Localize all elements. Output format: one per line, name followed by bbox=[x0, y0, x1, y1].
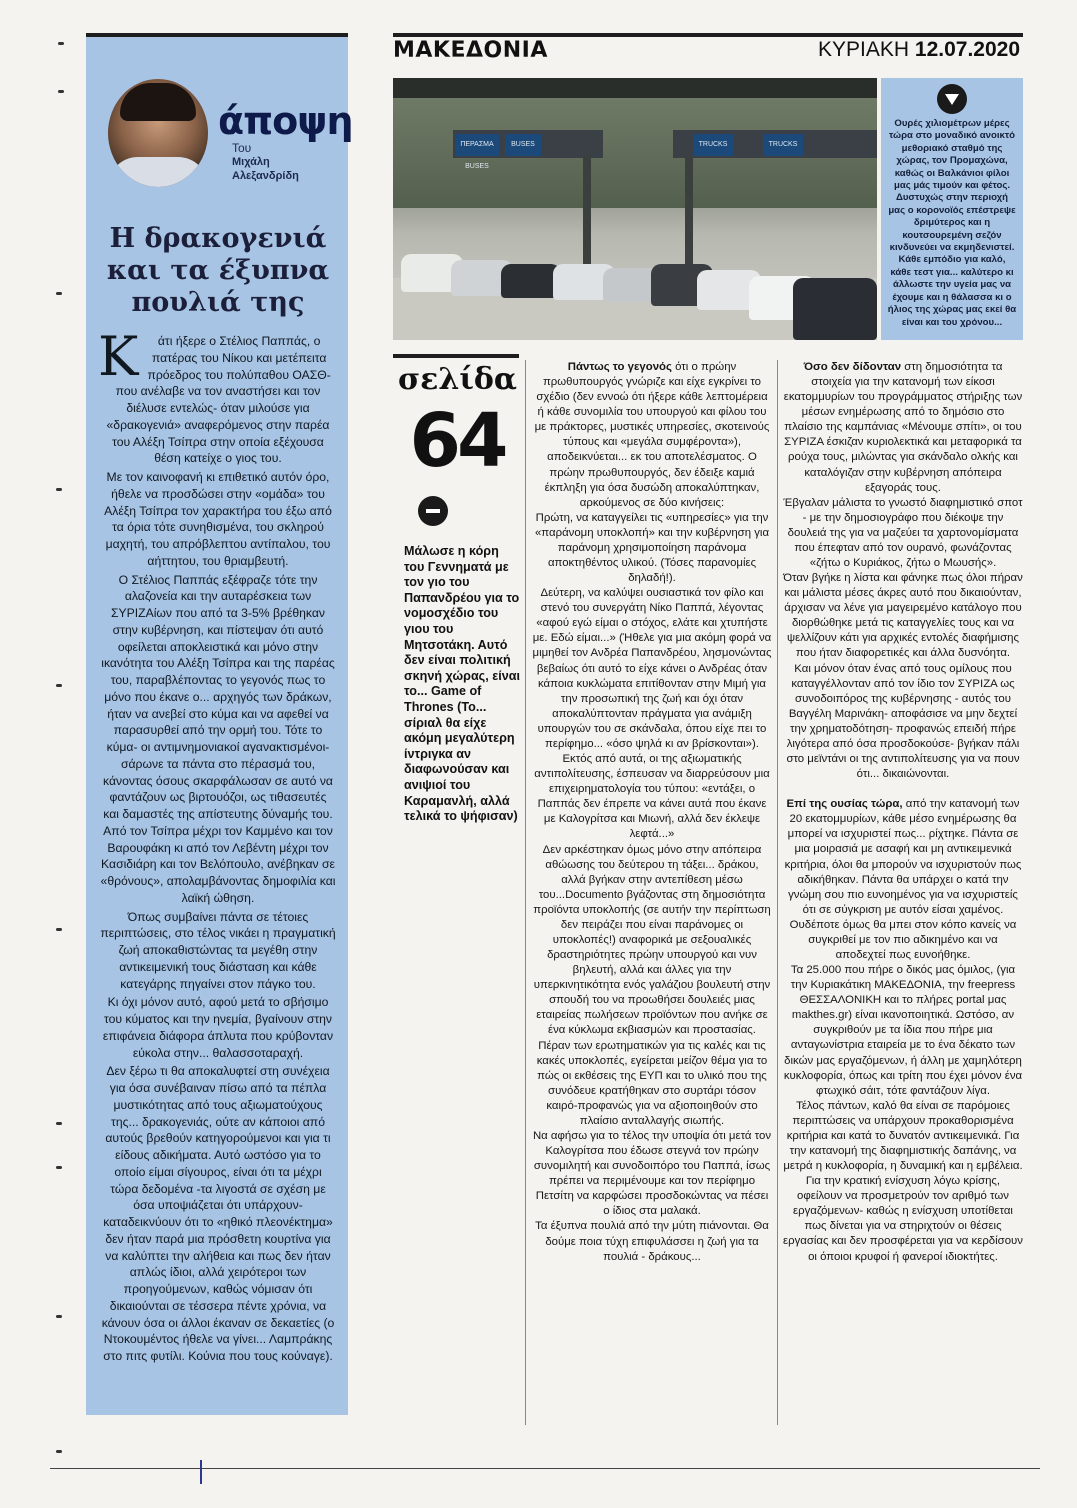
brand-name: ΜΑΚΕΔΟΝΙΑ bbox=[393, 38, 548, 63]
drop-cap: Κ bbox=[98, 325, 139, 388]
article-paragraph bbox=[783, 360, 1023, 496]
paragraph-text: άτι ήξερε ο Στέλιος Παππάς, ο πατέρας του Νίκου και μετέπειτα πρόεδρος του πολύπαθου ΟΑΣΘ- που ανέλαβε να τον αναστήσει και τον διέλυσε εντελώς- όταν μιλούσε για «δρακογενιά» αναφερόμενος στην παρέα του Αλέξη Τσίπρα στην οποία εξέχουσα θέση κατείχε ο γιος του. bbox=[106, 334, 331, 466]
article-column-b bbox=[783, 360, 1023, 1265]
scan-mark bbox=[56, 488, 62, 491]
article-paragraph: Πέραν των ερωτηματικών για τις καλές και τις κακές υποκλοπές, εγείρεται μείζον θέμα για το πώς οι εκθέσεις της ΕΥΠ και το υλικό που της συνόδευε κρατήθηκαν στο συρτάρι τόσον καιρό-προφανώς για να αξιοποιηθούν στο πλαίσιο ανταλλαγής σιωπής. bbox=[536, 1039, 768, 1127]
paragraph-lead: Πάντως το γεγονός bbox=[567, 361, 672, 373]
column-divider bbox=[525, 360, 526, 1425]
opinion-paragraph: Δεν ξέρω τι θα αποκαλυφτεί στη συνέχεια για όσα συνέβαιναν πίσω από τα πέπλα μυστικότητας από τους αξιωματούχους της... δρακογενιάς, ούτε αν κάποιοι από αυτούς βρεθούν κατηγορούμενοι και για τι είδους αδικήματα. Αυτό ωστόσο για το οποίο είμαι σίγουρος, είναι ότι τα μέχρι τώρα δεδομένα -τα λιγοστά σε σχέση με όσα υποψιάζεται ότι υπάρχουν- καταδεικνύουν ότι το «ηθικό πλεονέκτημα» δεν ήταν παρά μια πρόσθετη κουρτίνα για να καλύπτει την αλήθεια και πως δεν ήταν απλώς ίδιοι, αλλά χειρότεροι των προηγούμενων, καθώς νόμισαν ότι δικαιούνται σε τέσσερα πέντε χρόνια, να κάνουν όσα οι άλλοι έκαναν σε δεκαετίες (ο Ντοκουμέντος ήθελε να γίνει... Λαμπράκης στο πιτς φυτίλι. Κούνια που τους κούναγε). bbox=[101, 1064, 335, 1363]
scan-mark bbox=[56, 1450, 62, 1453]
scan-mark bbox=[56, 684, 62, 687]
article-paragraph: Έβγαλαν μάλιστα το γνωστό διαφημιστικό σποτ - με την δημοσιογράφο που διέκοψε την δουλειά της για να μαζεύει τα χαρτονομίσματα που έπεφταν από τον ουρανό, φωνάζοντας «ζήτω ο Κυριάκος, ζήτω ο Μωυσής». bbox=[783, 496, 1023, 570]
photo-car bbox=[501, 264, 561, 298]
scan-mark bbox=[58, 42, 64, 45]
dateline bbox=[818, 38, 1020, 62]
article-paragraph: Τα έξυπνα πουλιά από την μύτη πιάνονται. Θα δούμε ποια τύχη επιφυλάσσει η ζωή για τα πουλιά - δράκους... bbox=[535, 1220, 769, 1263]
photo-sign: TRUCKS bbox=[763, 134, 803, 156]
article-paragraph bbox=[532, 360, 772, 511]
title-line: Η δρακογενιά bbox=[109, 223, 327, 254]
article-paragraph: Εκτός από αυτά, οι της αξιωματικής αντιπολίτευσης, έσπευσαν να διαρρεύσουν μια επιχειρηματολογία του τύπου: «εντάξει, ο Παππάς δεν έπρεπε να κάνει αυτά που έκανε με Καλογρίτσα και Μιωνή, αλλά δεν έκλεψε λεφτά...» bbox=[534, 753, 770, 841]
scan-mark bbox=[56, 1122, 62, 1125]
author-name: Μιχάλη Αλεξανδρίδη bbox=[232, 156, 299, 182]
photo-car bbox=[793, 278, 877, 340]
scan-mark bbox=[56, 1166, 62, 1169]
opinion-body bbox=[98, 325, 336, 1365]
article-paragraph: Και μόνον όταν ένας από τους ομίλους που καταγγέλλονταν από τον ίδιο τον ΣΥΡΙΖΑ ως συνοδοιπόρος της κυβέρνησης - αυτός του Βαγγέλη Μαρινάκη- αποφάσισε να μην δεχτεί την χρηματοδότηση- προφανώς επειδή πήρε λιγότερα από όσα προσδοκούσε- βγήκαν πάλι στο μεϊντάνι οι της αντιπολίτευσης για να πουν ότι... δικαιώνονται. bbox=[786, 662, 1020, 781]
opinion-paragraph: Ο Στέλιος Παππάς εξέφραζε τότε την αλαζονεία και την αυταρέσκεια των ΣΥΡΙΖΑίων που από τα 3-5% βρέθηκαν στην κυβέρνηση, και πίστεψαν ότι αυτό οφείλεται αποκλειστικά και μόνο στην ικανότητα του Αλέξη Τσίπρα και της παρέας του, παραβλέποντας το γεγονός πως το μόνο που έκανε ο... αρχηγός των δράκων, ήταν να ανεβεί στο κύμα και να αφεθεί να παρασυρθεί από την ορμή του. Τότε το κύμα- οι αντιμνημονιακοί αγανακτισμένοι- σάρωνε τα πάντα στο πέρασμά του, κάνοντας όσους σκαρφάλωσαν σε αυτό να φαντάζουν ως βιρτουόζοι, ως τιθασευτές και δαμαστές της απίστευτης δύναμής του. Από τον Τσίπρα μέχρι τον Καμμένο και τον Βαρουφάκη κι από τον Λεβέντη μέχρι τον Κασιδιάρη και τον Βελόπουλο, ανέβηκαν σε «θρόνους», απολαμβάνοντας δημοφιλία και λαϊκή ώθηση. bbox=[100, 572, 336, 905]
masthead-rule bbox=[393, 33, 1023, 37]
chevron-down-icon bbox=[937, 84, 967, 114]
byline-prefix: Του bbox=[232, 141, 252, 155]
article-column-a bbox=[532, 360, 772, 1265]
column-divider bbox=[777, 360, 778, 1425]
author-shirt bbox=[108, 157, 208, 187]
byline bbox=[232, 141, 336, 183]
title-line: πουλιά της bbox=[131, 287, 305, 318]
opinion-column bbox=[86, 33, 353, 1415]
page-label: σελίδα bbox=[398, 362, 518, 397]
day-label: ΚΥΡΙΑΚΗ bbox=[818, 38, 910, 61]
article-paragraph: Τέλος πάντων, καλό θα είναι σε παρόμοιες περιπτώσεις να υπάρχουν προκαθορισμένα κριτήρια και κατά το δυνατόν αντικειμενικά. Για την κατανομή της διαφημιστικής δαπάνης, να μετρά η κυκλοφορία, η δυναμική και η εμβέλεια. Για την κρατική ενίσχυση λόγω κρίσης, οφείλουν να προσμετρούν τον αριθμό των εργαζόμενων- καθώς η ενίσχυση υποτίθεται πως δίνεται για να στηριχτούν οι θέσεις εργασίας και δεν προσφέρεται για να κερδίσουν οι όποιοι κρυφοί ή φανεροί ιδιοκτήτες. bbox=[783, 1099, 1023, 1263]
scan-mark bbox=[58, 90, 64, 93]
paragraph-text: ότι ο πρώην πρωθυπουργός γνώριζε και είχε εγκρίνει το σχέδιο (δεν εννοώ ότι ήξερε κάθε λεπτομέρεια ή κάθε συνομιλία του υπουργού και φίλου του με πράκτορες, μυστικές υπηρεσίες, σκοτεινούς τύπους και «μεγάλα συμφέροντα»), αποδεικνύεται... εκ του αποτελέσματος. Ο πρώην πρωθυπουργός, δεν έδειξε καμιά έκπληξη για όσα δυσώδη αποκαλύπτηκαν, αρκούμενος σε δύο κινήσεις: bbox=[534, 361, 770, 509]
article-paragraph: Δεύτερη, να καλύψει ουσιαστικά τον φίλο και στενό του συνεργάτη Νίκο Παππά, λέγοντας «αφού εγώ είμαι ο στόχος, ελάτε και χτυπήστε με. Εδώ είμαι...» (Ήθελε για μια ακόμη φορά να μιμηθεί τον Ανδρέα Παπανδρέου, λησμονώντας βεβαίως ότι αυτό το είχε κάνει ο Ανδρέας όταν κάποια κυκλώματα επιτίθονταν στην Μιμή για την προσωπική της ζωή και όχι όταν αποκαλύπτονταν πράγματα για ανάμιξη υπουργών του σε σκάνδαλα, όπου είχε πει το περίφημο... «όσο ψηλά κι αν βρίσκονται»). bbox=[532, 587, 772, 750]
paragraph-text: από την κατανομή των 20 εκατομμυρίων, κάθε μέσο ενημέρωσης θα μπορεί να ισχυριστεί πως... ρίχτηκε. Πάντα σε μια μοιρασιά με ασαφή και μη αντικειμενικά κριτήρια, όλοι θα μπορούν να ισχυριστούν πως αδικήθηκαν. Πάντα θα υπάρχει ο κατά την γνώμη σου πιο ευνοημένος για να ισχυριστείς ότι σε σύγκριση με αυτόν είσαι χαμένος. Ουδέποτε όμως θα μπει στον κόπο κανείς να συγκριθεί με τον πιο αδικημένο και να αποδεχτεί πως ευνοήθηκε. bbox=[784, 798, 1022, 961]
article-paragraph: Πρώτη, να καταγγείλει τις «υπηρεσίες» για την «παράνομη υποκλοπή» και την κυβέρνηση για παράνομη χρησιμοποίηση παράνομα αποκτηθέντος υλικού. (Τόσες παρανομίες δηλαδή!). bbox=[534, 511, 770, 585]
scan-mark bbox=[56, 292, 62, 295]
opinion-label: άποψη bbox=[218, 99, 353, 143]
photo-sign: BUSES bbox=[505, 134, 541, 156]
scan-mark bbox=[56, 928, 62, 931]
date-label: 12.07.2020 bbox=[914, 38, 1020, 61]
page-number: 64 bbox=[409, 398, 505, 484]
paragraph-lead: Επί της ουσίας τώρα, bbox=[786, 798, 903, 811]
photo-sign: TRUCKS bbox=[693, 134, 733, 156]
opinion-paragraph bbox=[98, 325, 336, 467]
opinion-header bbox=[100, 37, 353, 205]
scan-mark bbox=[56, 1315, 62, 1318]
article-paragraph: Δεν αρκέστηκαν όμως μόνο στην απόπειρα αθώωσης του δεύτερου τη τάξει... δράκου, αλλά βγήκαν στην αντεπίθεση μέσω του...Documento βγάζοντας στη δημοσιότητα προϊόντα υποκλοπής (σε αυτήν την περίπτωση δεν πειράζει που είναι παράνομες οι υποκλοπές!) αναφορικά με σεξουαλικές δραστηριότητες πρώην υπουργού και νυν βηλευτή, αλλά και άλλες για την υπερκινητικότητα ενός γαλάζιου βουλευτή στην σπουδή του να προωθήσει δουλειές μιας εταιρείας πωλήσεων προϊόντων που ανήκε σε ένα κύκλωμα εκβιασμών και προστασίας. bbox=[533, 843, 771, 1037]
article-paragraph bbox=[783, 797, 1023, 963]
opinion-title bbox=[100, 223, 336, 319]
caption-text: Ουρές χιλιομέτρων μέρες τώρα στο μοναδικό ανοικτό μεθοριακό σταθμό της χώρας, τον Προμαχώνα, καθώς οι Βαλκάνιοι φίλοι μας μάς τιμούν και φέτος. Δυστυχώς στην περιοχή μας ο κορονοϊός επέστρεψε δριμύτερος και η κουτσουρεμένη σεζόν κινδυνεύει να εκμηδενιστεί. Κάθε εμπόδιο για καλό, κάθε τεστ για... καλύτερο κι άλλωστε την υγεία μας να έχουμε και η θάλασσα κι ο ήλιος της χώρας μας εκεί θα είναι και του χρόνου... bbox=[887, 118, 1017, 328]
article-paragraph: Όταν βγήκε η λίστα και φάνηκε πως όλοι πήραν και μάλιστα μέσες άκρες αυτό που δικαιούνταν, άρχισαν να λένε για μαγειρεμένο κατάλογο που διορθώθηκε μετά τις καταγγελίες τους και να ψελλίζουν κάτι για αρχικές εντολές διαφήμισης που ήταν διαφορετικές και άλλα δυσνόητα. bbox=[783, 572, 1023, 660]
minus-icon bbox=[418, 496, 448, 526]
border-crossing-photo bbox=[393, 78, 877, 340]
paragraph-lead: Όσο δεν δίδονταν bbox=[803, 361, 902, 373]
author-hair bbox=[120, 83, 196, 121]
article-paragraph: Να αφήσω για το τέλος την υποψία ότι μετά τον Καλογρίτσα που έδωσε στεγνά τον πρώην συνομιλητή και συνοδοιπόρο του Παππά, ίσως πρέπει να περιμένουμε και τον περίφημο Πετσίτη να καρφώσει προσδοκώντας να πέσει ο ίδιος στα μαλακά. bbox=[532, 1129, 772, 1218]
opinion-paragraph: Με τον καινοφανή κι επιθετικό αυτόν όρο, ήθελε να προσδώσει στην «ομάδα» του Αλέξη Τσίπρα τον χαρακτήρα του έξω από τα όρια τότε συνηθισμένα, του σκληρού μαχητή, του απρόβλεπτου αντίπαλου, του αήττητου, του θριαμβευτή. bbox=[104, 470, 332, 568]
photo-sign: ΠΕΡΑΣΜΑ BUSES bbox=[455, 134, 499, 156]
caption-box bbox=[881, 78, 1023, 340]
paragraph-text: στη δημοσιότητα τα στοιχεία για την κατανομή των είκοσι εκατομμυρίων του προγράμματος στήριξης των μέσων ενημέρωσης από το δημόσιο στο πλαίσιο της καμπάνιας «Μένουμε σπίτι», οι του ΣΥΡΙΖΑ έσκιζαν κυριολεκτικά και μεταφορικά τα ρούχα τους, μιλώντας για σκάνδαλο ολκής και καταλόγιζαν στην κυβέρνηση απόπειρα εξαγοράς τους. bbox=[783, 361, 1023, 494]
page-box-rule bbox=[393, 354, 519, 358]
page-box-text: Μάλωσε η κόρη του Γεννηματά με τον γιο του Παπανδρέου για το νομοσχέδιο του γιου του Μητσοτάκη. Αυτό δεν είναι πολιτική σκηνή χώρας, είναι το... Game of Thrones (Το... σίριαλ θα είχε ακόμη μεγαλύτερη ίντριγκα αν διαφωνούσαν και ανιψιοί του Καραμανλή, αλλά τελικά το ψήφισαν) bbox=[404, 544, 520, 824]
opinion-paragraph: Όπως συμβαίνει πάντα σε τέτοιες περιπτώσεις, στο τέλος νικάει η πραγματική ζωή αποκαθιστώντας τα μεγέθη στην αντικειμενική τους διάσταση και κάθε κατεγάρης πηγαίνει στον πάγκο του. bbox=[100, 909, 336, 991]
author-photo bbox=[108, 79, 208, 187]
scan-margin-mark bbox=[200, 1460, 202, 1484]
photo-roof bbox=[393, 78, 877, 98]
opinion-paragraph: Κι όχι μόνον αυτό, αφού μετά το σβήσιμο του κύματος και την ηνεμία, βγαίνουν στην επιφάνεια διάφορα άπλυτα που κρύβονταν εύκολα στην... θαλασσοταραχή. bbox=[102, 995, 334, 1060]
title-line: και τα έξυπνα bbox=[106, 255, 330, 286]
article-paragraph: Τα 25.000 που πήρε ο δικός μας όμιλος, (για την Κυριακάτικη ΜΑΚΕΔΟΝΙΑ, την freepress ΘΕΣΣΑΛΟΝΙΚΗ και το πλήρες portal μας makthes.gr) είναι ικανοποιητικά. Ωστόσο, αν συγκριθούν με τα ίδια που πήρε μια ανταγωνίστρια εταιρεία με το ένα δέκατο των δικών μας εργαζόμενων, ή άλλη με χαμηλότερη κυκλοφορία, όπως και τρίτη που έχει μόνον ένα φτωχικό σάιτ, τότε φαντάζουν λίγα. bbox=[783, 964, 1023, 1097]
page-bottom-rule bbox=[50, 1468, 1040, 1469]
